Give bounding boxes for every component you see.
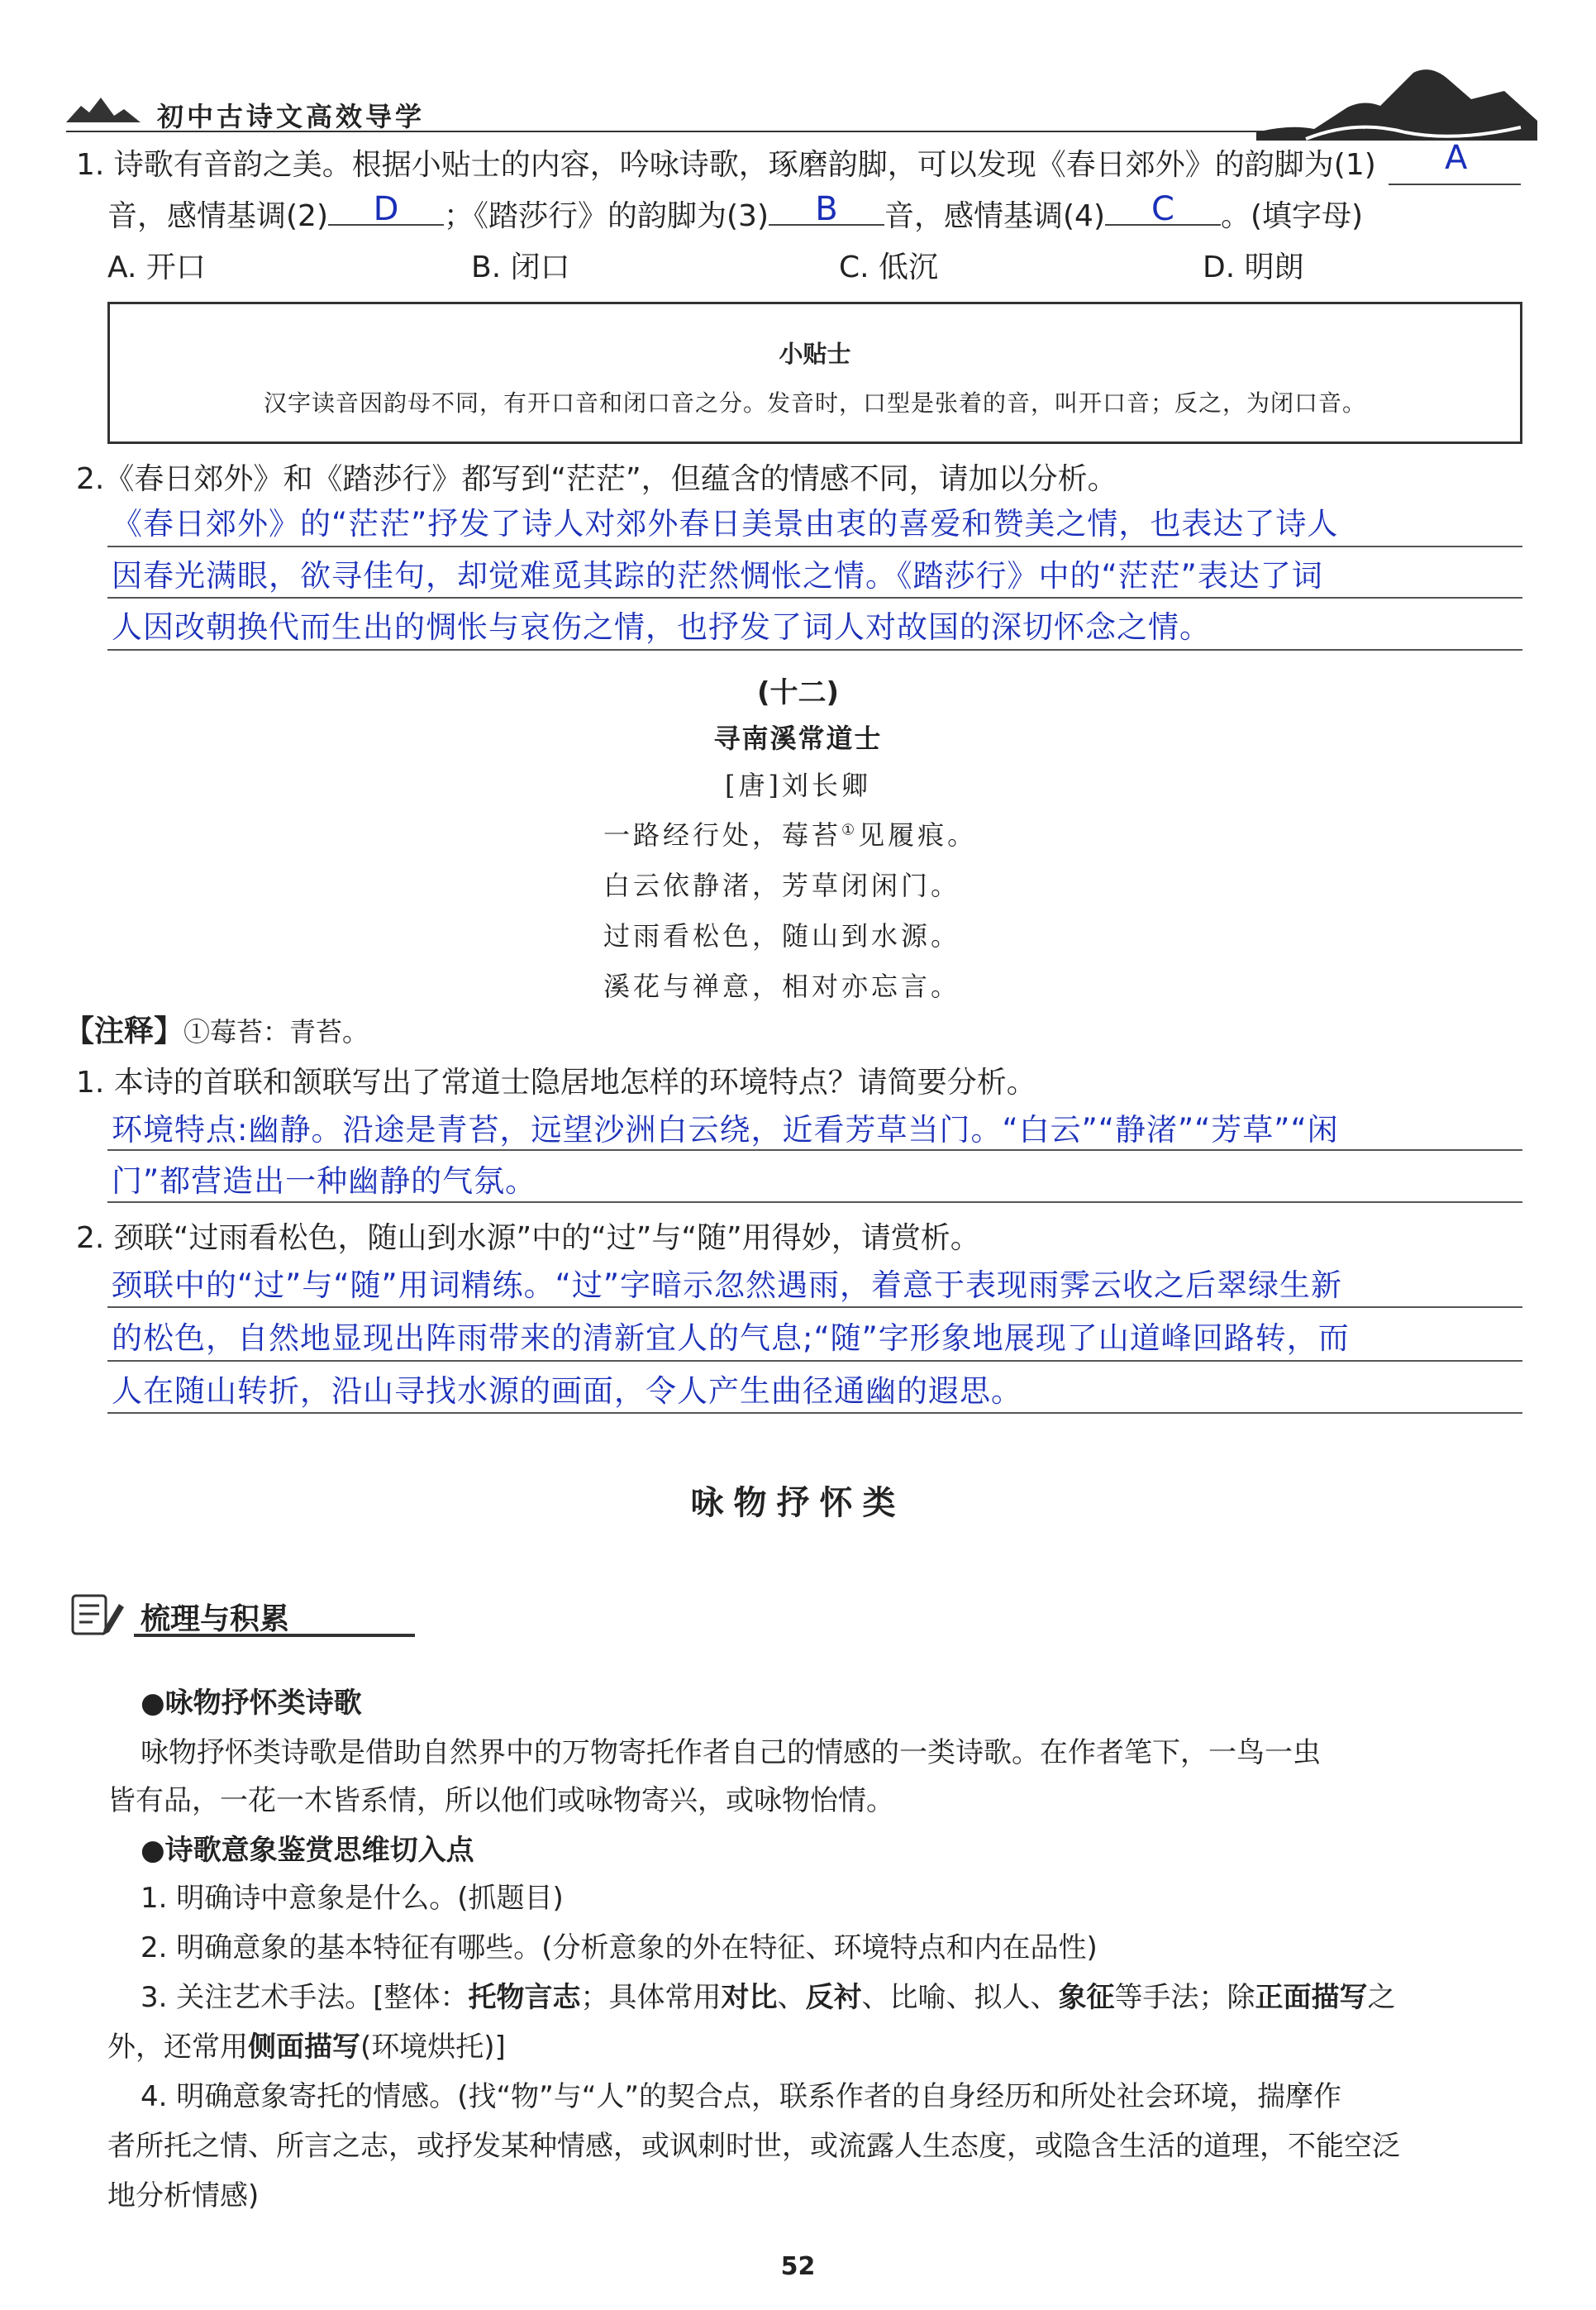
answer-blank-3[interactable]: B [769, 224, 884, 226]
category-title: 咏物抒怀类 [690, 1483, 906, 1522]
summary-heading-text: 梳理与积累 [141, 1602, 290, 1636]
tip-title: 小贴士 [779, 340, 851, 368]
poem-answer-1-line-2: 门”都营造出一种幽静的气氛。 [112, 1163, 537, 1199]
poem-answer-2-line-2: 的松色，自然地显现出阵雨带来的清新宜人的气息;“随”字形象地展现了山道峰回路转，而 [112, 1320, 1350, 1356]
summary-sub-2: ●诗歌意象鉴赏思维切入点 [141, 1834, 474, 1867]
mountain-icon [1256, 66, 1537, 149]
book-title: 初中古诗文高效导学 [157, 101, 426, 132]
answer-rule [107, 597, 1522, 599]
answer-rule [107, 1149, 1522, 1151]
poem-number: (十二) [756, 676, 840, 709]
header [66, 83, 1537, 149]
option-d: D. 明朗 [1203, 251, 1304, 284]
summary-item-4-line-2: 者所托之情、所言之志，或抒发某种情感，或讽刺时世，或流露人生态度，或隐含生活的道理，不能空泛 [107, 2130, 1400, 2163]
summary-item-3: 3. 关注艺术手法。[整体：托物言志；具体常用对比、反衬、比喻、拟人、象征等手法；除正面描写之 [141, 1981, 1396, 2014]
question-2: 2.《春日郊外》和《踏莎行》都写到“茫茫”，但蕴含的情感不同，请加以分析。 [76, 462, 1117, 496]
summary-sub-1: ●咏物抒怀类诗歌 [141, 1687, 362, 1720]
summary-para-1-line-1: 咏物抒怀类诗歌是借助自然界中的万物寄托作者自己的情感的一类诗歌。在作者笔下，一鸟一虫 [141, 1736, 1321, 1769]
answer-rule [107, 546, 1522, 547]
summary-item-2: 2. 明确意象的基本特征有哪些。(分析意象的外在特征、环境特点和内在品性) [141, 1931, 1098, 1964]
poem-line-4: 溪花与禅意，相对亦忘言。 [603, 971, 961, 1002]
question-1 [76, 149, 1376, 182]
poem-line-1: 一路经行处，莓苔①见履痕。 [603, 819, 978, 851]
option-a: A. 开口 [107, 251, 206, 284]
answer-blank-2[interactable]: D [328, 224, 444, 226]
poem-answer-2-line-1: 颈联中的“过”与“随”用词精练。“过”字暗示忽然遇雨，着意于表现雨霁云收之后翠绿生新 [112, 1267, 1343, 1303]
summary-item-3-line-2: 外，还常用侧面描写(环境烘托)] [107, 2031, 506, 2064]
poem-note: 【注释】①莓苔：青苔。 [64, 1014, 369, 1048]
tip-text: 汉字读音因韵母不同，有开口音和闭口音之分。发音时，口型是张着的音，叫开口音；反之，为闭口音。 [263, 389, 1366, 417]
answer-rule [107, 1412, 1522, 1414]
summary-item-4-line-1: 4. 明确意象寄托的情感。(找“物”与“人”的契合点，联系作者的自身经历和所处社会环境，揣摩作 [141, 2080, 1341, 2113]
answer-rule [107, 1306, 1522, 1308]
tip-box [107, 302, 1522, 444]
poem-title: 寻南溪常道士 [713, 723, 883, 754]
summary-heading [68, 1589, 349, 1639]
question-1-text: 1. 诗歌有音韵之美。根据小贴士的内容，吟咏诗歌，琢磨韵脚，可以发现《春日郊外》的韵脚为(1) [76, 148, 1376, 182]
summary-item-4-line-3: 地分析情感) [107, 2179, 260, 2212]
poem-line-3: 过雨看松色，随山到水源。 [603, 920, 961, 952]
poem-question-1: 1. 本诗的首联和颔联写出了常道士隐居地怎样的环境特点？请简要分析。 [76, 1066, 1036, 1100]
answer-rule [107, 649, 1522, 651]
answer-rule [107, 1360, 1522, 1362]
summary-item-1: 1. 明确诗中意象是什么。(抓题目) [141, 1882, 564, 1915]
option-c: C. 低沉 [839, 251, 939, 284]
option-b: B. 闭口 [471, 251, 570, 284]
notebook-pencil-icon [68, 1592, 126, 1637]
answer-2-line-1: 《春日郊外》的“茫茫”抒发了诗人对郊外春日美景由衷的喜爱和赞美之情，也表达了诗人 [112, 506, 1339, 542]
mountain-icon [66, 91, 141, 124]
poem-line-2: 白云依静渚，芳草闭闲门。 [603, 870, 961, 901]
bullet-dot-icon: ● [141, 1687, 165, 1720]
answer-2-line-2: 因春光满眼，欲寻佳句，却觉难觅其踪的茫然惆怅之情。《踏莎行》中的“茫茫”表达了词 [112, 558, 1323, 594]
page-number: 52 [780, 2252, 816, 2281]
answer-2-line-3: 人因改朝换代而生出的惆怅与哀伤之情，也抒发了词人对故国的深切怀念之情。 [112, 609, 1211, 645]
poem-answer-2-line-3: 人在随山转折，沿山寻找水源的画面，令人产生曲径通幽的遐思。 [112, 1373, 1022, 1409]
poem-question-2: 2. 颈联“过雨看松色，随山到水源”中的“过”与“随”用得妙，请赏析。 [76, 1221, 980, 1255]
poem-answer-1-line-1: 环境特点:幽静。沿途是青苔，远望沙洲白云绕，近看芳草当门。“白云”“静渚”“芳草”“闲 [112, 1112, 1339, 1148]
summary-para-1-line-2: 皆有品，一花一木皆系情，所以他们或咏物寄兴，或咏物怡情。 [107, 1784, 894, 1817]
answer-blank-1[interactable] [1389, 184, 1521, 185]
answer-blank-4[interactable]: C [1105, 224, 1221, 226]
answer-1: A [1445, 139, 1469, 177]
question-1-line2: 音，感情基调(2) D ；《踏莎行》的韵脚为(3) B 音，感情基调(4) C 。(填字母) [107, 190, 1364, 233]
header-rule [66, 131, 1289, 132]
answer-rule [107, 1201, 1522, 1203]
bullet-dot-icon: ● [141, 1834, 165, 1867]
poem-author: [唐]刘长卿 [725, 770, 871, 801]
